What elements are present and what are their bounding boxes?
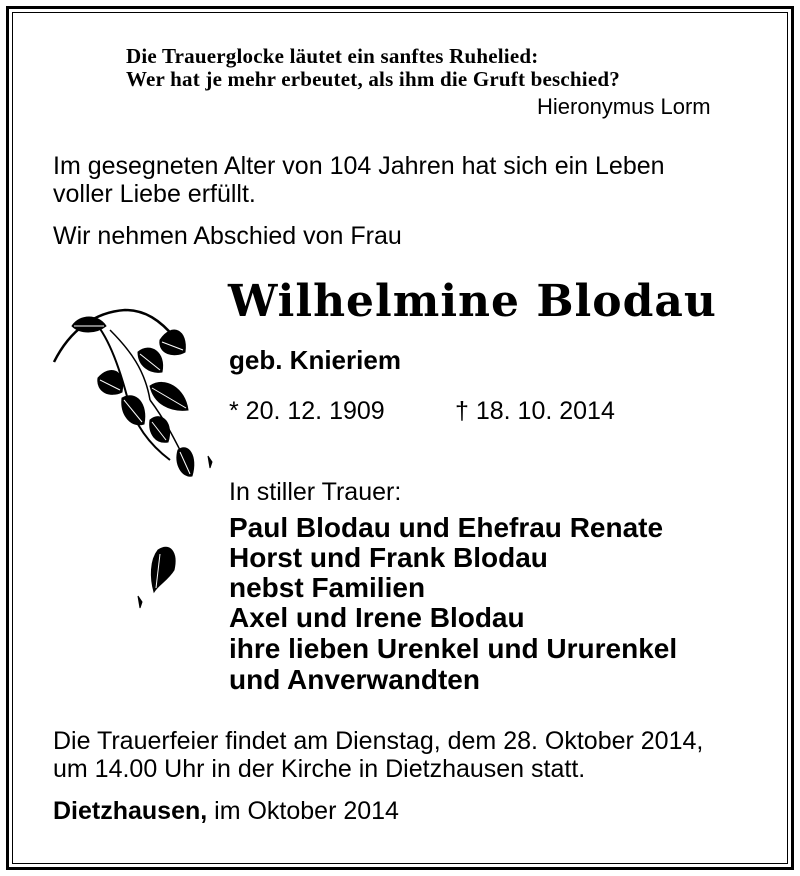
mourner-line: nebst Familien — [229, 572, 426, 603]
poem-author: Hieronymus Lorm — [537, 94, 711, 119]
mourner-line: Axel und Irene Blodau — [229, 602, 525, 633]
poem-line-2: Wer hat je mehr erbeutet, als ihm die Gruft beschied? — [126, 67, 620, 91]
mourner-line: ihre lieben Urenkel und Ururenkel — [229, 633, 678, 664]
death-date: † 18. 10. 2014 — [455, 397, 615, 425]
funeral-line-2: um 14.00 Uhr in der Kirche in Dietzhausen statt. — [53, 755, 586, 783]
maiden-name: geb. Knieriem — [229, 345, 401, 375]
farewell-text: Wir nehmen Abschied von Frau — [53, 222, 402, 250]
birch-branch-icon — [50, 300, 230, 620]
mourner-line: Horst und Frank Blodau — [229, 542, 548, 573]
birth-date: * 20. 12. 1909 — [229, 397, 385, 425]
mourner-line: Paul Blodau und Ehefrau Renate — [229, 512, 664, 543]
intro-line-1: Im gesegneten Alter von 104 Jahren hat sich ein Leben — [53, 152, 665, 180]
intro-line-2: voller Liebe erfüllt. — [53, 180, 256, 208]
funeral-line-1: Die Trauerfeier findet am Dienstag, dem 28. Oktober 2014, — [53, 727, 704, 755]
footer-date: im Oktober 2014 — [207, 797, 399, 825]
mourners-heading: In stiller Trauer: — [229, 478, 402, 506]
footer-place: Dietzhausen, — [53, 797, 208, 825]
deceased-name: Wilhelmine Blodau — [228, 276, 717, 327]
poem-line-1: Die Trauerglocke läutet ein sanftes Ruhelied: — [126, 44, 539, 68]
footer-line — [53, 797, 399, 826]
mourner-line: und Anverwandten — [229, 664, 480, 695]
